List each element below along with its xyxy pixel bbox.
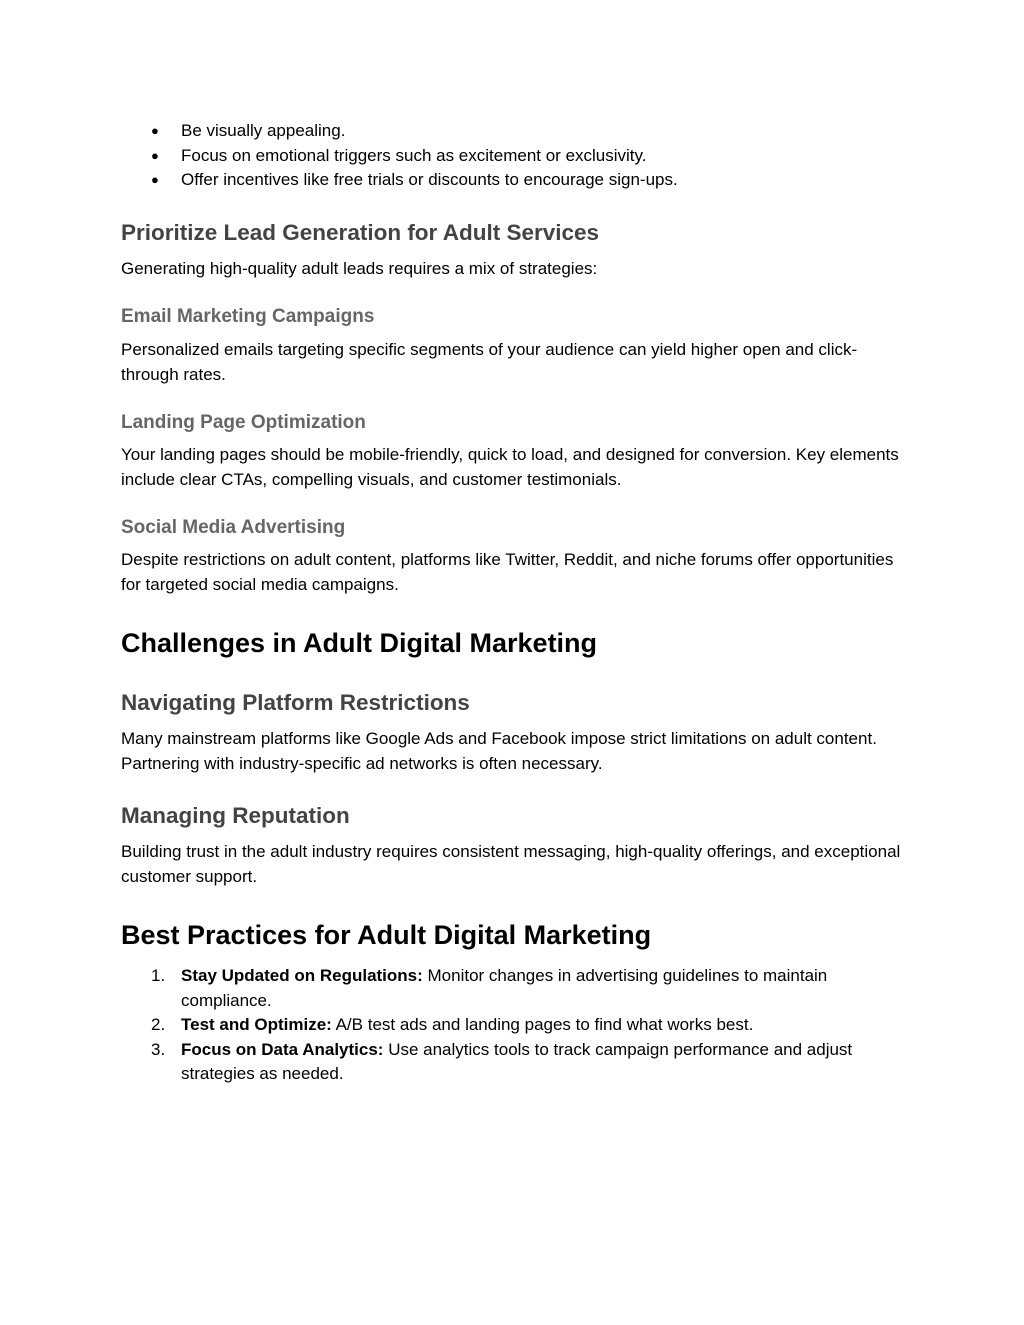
list-item-text: Offer incentives like free trials or discounts to encourage sign-ups. — [181, 170, 678, 189]
reputation-body: Building trust in the adult industry requires consistent messaging, high-quality offerings, and exceptional customer support. — [121, 842, 901, 886]
lead-gen-heading: Prioritize Lead Generation for Adult Services — [121, 220, 600, 245]
list-item-text: Focus on emotional triggers such as excitement or exclusivity. — [181, 145, 647, 165]
list-number: 3. — [151, 1039, 166, 1059]
list-item-text: Use analytics tools to track campaign performance and adjust strategies as needed. — [181, 1039, 853, 1083]
reputation-heading: Managing Reputation — [121, 803, 350, 828]
bullet-icon: ● — [151, 147, 159, 163]
landing-body: Your landing pages should be mobile-friendly, quick to load, and designed for conversion. Key elements include clear CTAs, compelling visuals, and customer testimonials. — [121, 445, 899, 489]
social-heading: Social Media Advertising — [121, 517, 346, 538]
list-item-label: Stay Updated on Regulations: — [181, 966, 423, 985]
social-body: Despite restrictions on adult content, platforms like Twitter, Reddit, and niche forums offer opportunities for targeted social media campaigns. — [121, 550, 894, 594]
lead-gen-intro: Generating high-quality adult leads requires a mix of strategies: — [121, 259, 598, 278]
best-practices-list — [121, 964, 901, 1087]
best-practices-heading: Best Practices for Adult Digital Marketing — [121, 920, 652, 950]
list-item-text: A/B test ads and landing pages to find what works best. — [331, 1015, 754, 1034]
platform-body: Many mainstream platforms like Google Ads and Facebook impose strict limitations on adult content. Partnering with industry-specific ad networks is often necessary. — [121, 729, 877, 773]
list-item — [121, 1013, 901, 1038]
platform-heading: Navigating Platform Restrictions — [121, 690, 470, 715]
list-number: 1. — [151, 966, 166, 985]
challenges-heading: Challenges in Adult Digital Marketing — [121, 628, 598, 658]
bullet-icon: ● — [151, 123, 159, 138]
list-item-text: Monitor changes in advertising guidelines to maintain compliance. — [181, 966, 828, 1010]
bullet-icon: ● — [151, 172, 159, 187]
email-body: Personalized emails targeting specific segments of your audience can yield higher open and click-through rates. — [121, 340, 858, 384]
list-number: 2. — [151, 1015, 166, 1034]
list-item-text: Be visually appealing. — [181, 121, 346, 140]
list-item-label: Test and Optimize: — [181, 1015, 332, 1034]
email-heading: Email Marketing Campaigns — [121, 306, 375, 327]
list-item — [121, 119, 678, 144]
list-item-label: Focus on Data Analytics: — [181, 1039, 384, 1059]
list-item — [121, 168, 678, 193]
landing-heading: Landing Page Optimization — [121, 412, 366, 433]
list-item — [121, 964, 901, 1013]
list-item — [121, 144, 678, 169]
bullet-list — [121, 119, 678, 193]
list-item — [121, 1038, 901, 1087]
